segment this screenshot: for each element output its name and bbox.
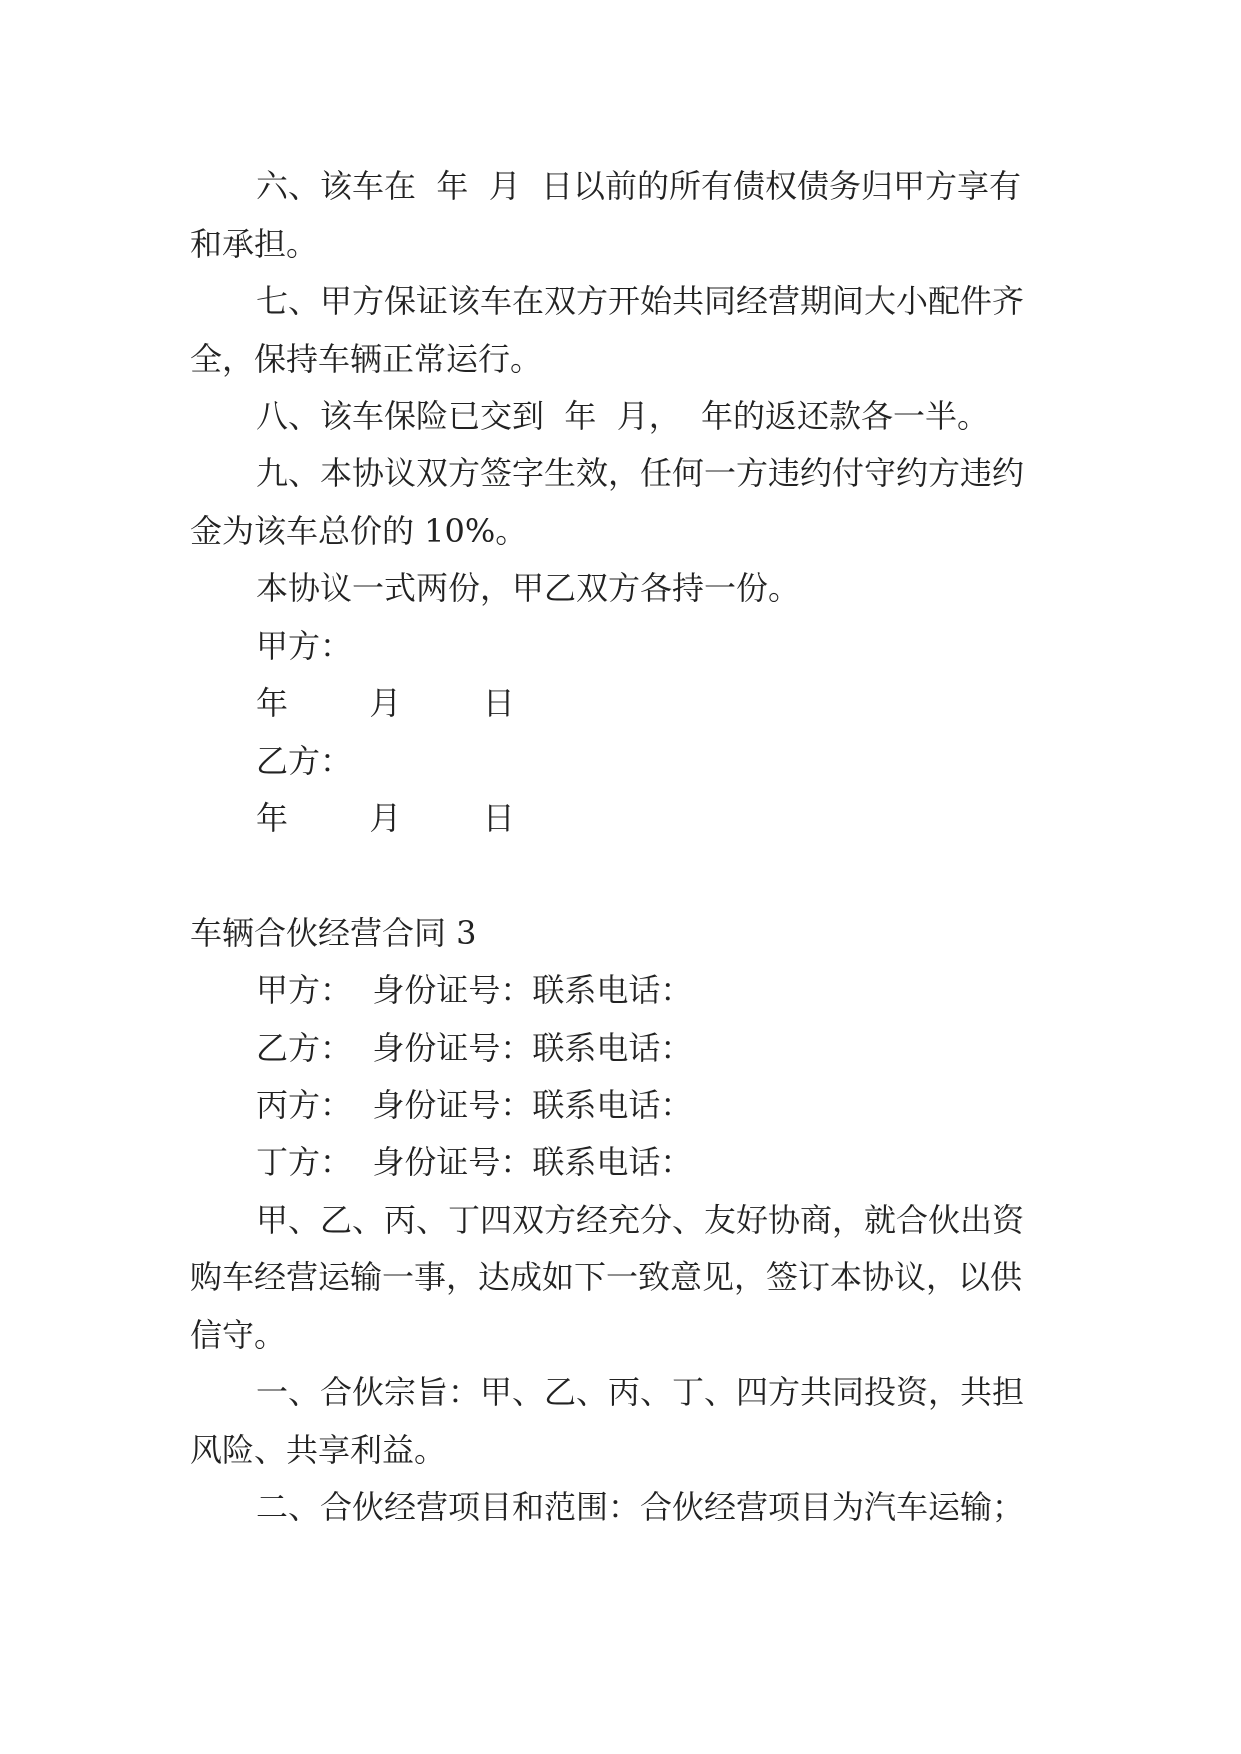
contract-title: 车辆合伙经营合同 3 (190, 914, 477, 952)
clause-6-line-2: 和承担。 (190, 225, 319, 263)
clause-9-line-2: 金为该车总价的 10%。 (190, 512, 528, 550)
preamble-line-3: 信守。 (190, 1316, 287, 1354)
clause-7-line-2: 全，保持车辆正常运行。 (190, 340, 543, 378)
party-d-info: 丁方： 身份证号：联系电话： (256, 1143, 693, 1181)
party-c-info: 丙方： 身份证号：联系电话： (256, 1086, 693, 1124)
party-a-info: 甲方： 身份证号：联系电话： (256, 971, 693, 1009)
party-b-date: 年 月 日 (256, 799, 515, 837)
party-b-signature-label: 乙方： (256, 742, 353, 780)
preamble-line-2: 购车经营运输一事，达成如下一致意见，签订本协议，以供 (190, 1258, 1023, 1296)
article-1-line-2: 风险、共享利益。 (190, 1431, 447, 1469)
clause-9-line-1: 九、本协议双方签字生效，任何一方违约付守约方违约 (256, 454, 1025, 492)
preamble-line-1: 甲、乙、丙、丁四双方经充分、友好协商，就合伙出资 (256, 1201, 1025, 1239)
article-2-line-1: 二、合伙经营项目和范围：合伙经营项目为汽车运输； (256, 1488, 1025, 1526)
copies-statement: 本协议一式两份，甲乙双方各持一份。 (256, 569, 801, 607)
clause-6-line-1: 六、该车在 年 月 日以前的所有债权债务归甲方享有 (256, 167, 1022, 205)
party-a-signature-label: 甲方： (256, 627, 353, 665)
clause-7-line-1: 七、甲方保证该车在双方开始共同经营期间大小配件齐 (256, 282, 1025, 320)
party-b-info: 乙方： 身份证号：联系电话： (256, 1029, 693, 1067)
clause-8: 八、该车保险已交到 年 月， 年的返还款各一半。 (256, 397, 990, 435)
article-1-line-1: 一、合伙宗旨：甲、乙、丙、丁、四方共同投资，共担 (256, 1373, 1025, 1411)
party-a-date: 年 月 日 (256, 684, 515, 722)
